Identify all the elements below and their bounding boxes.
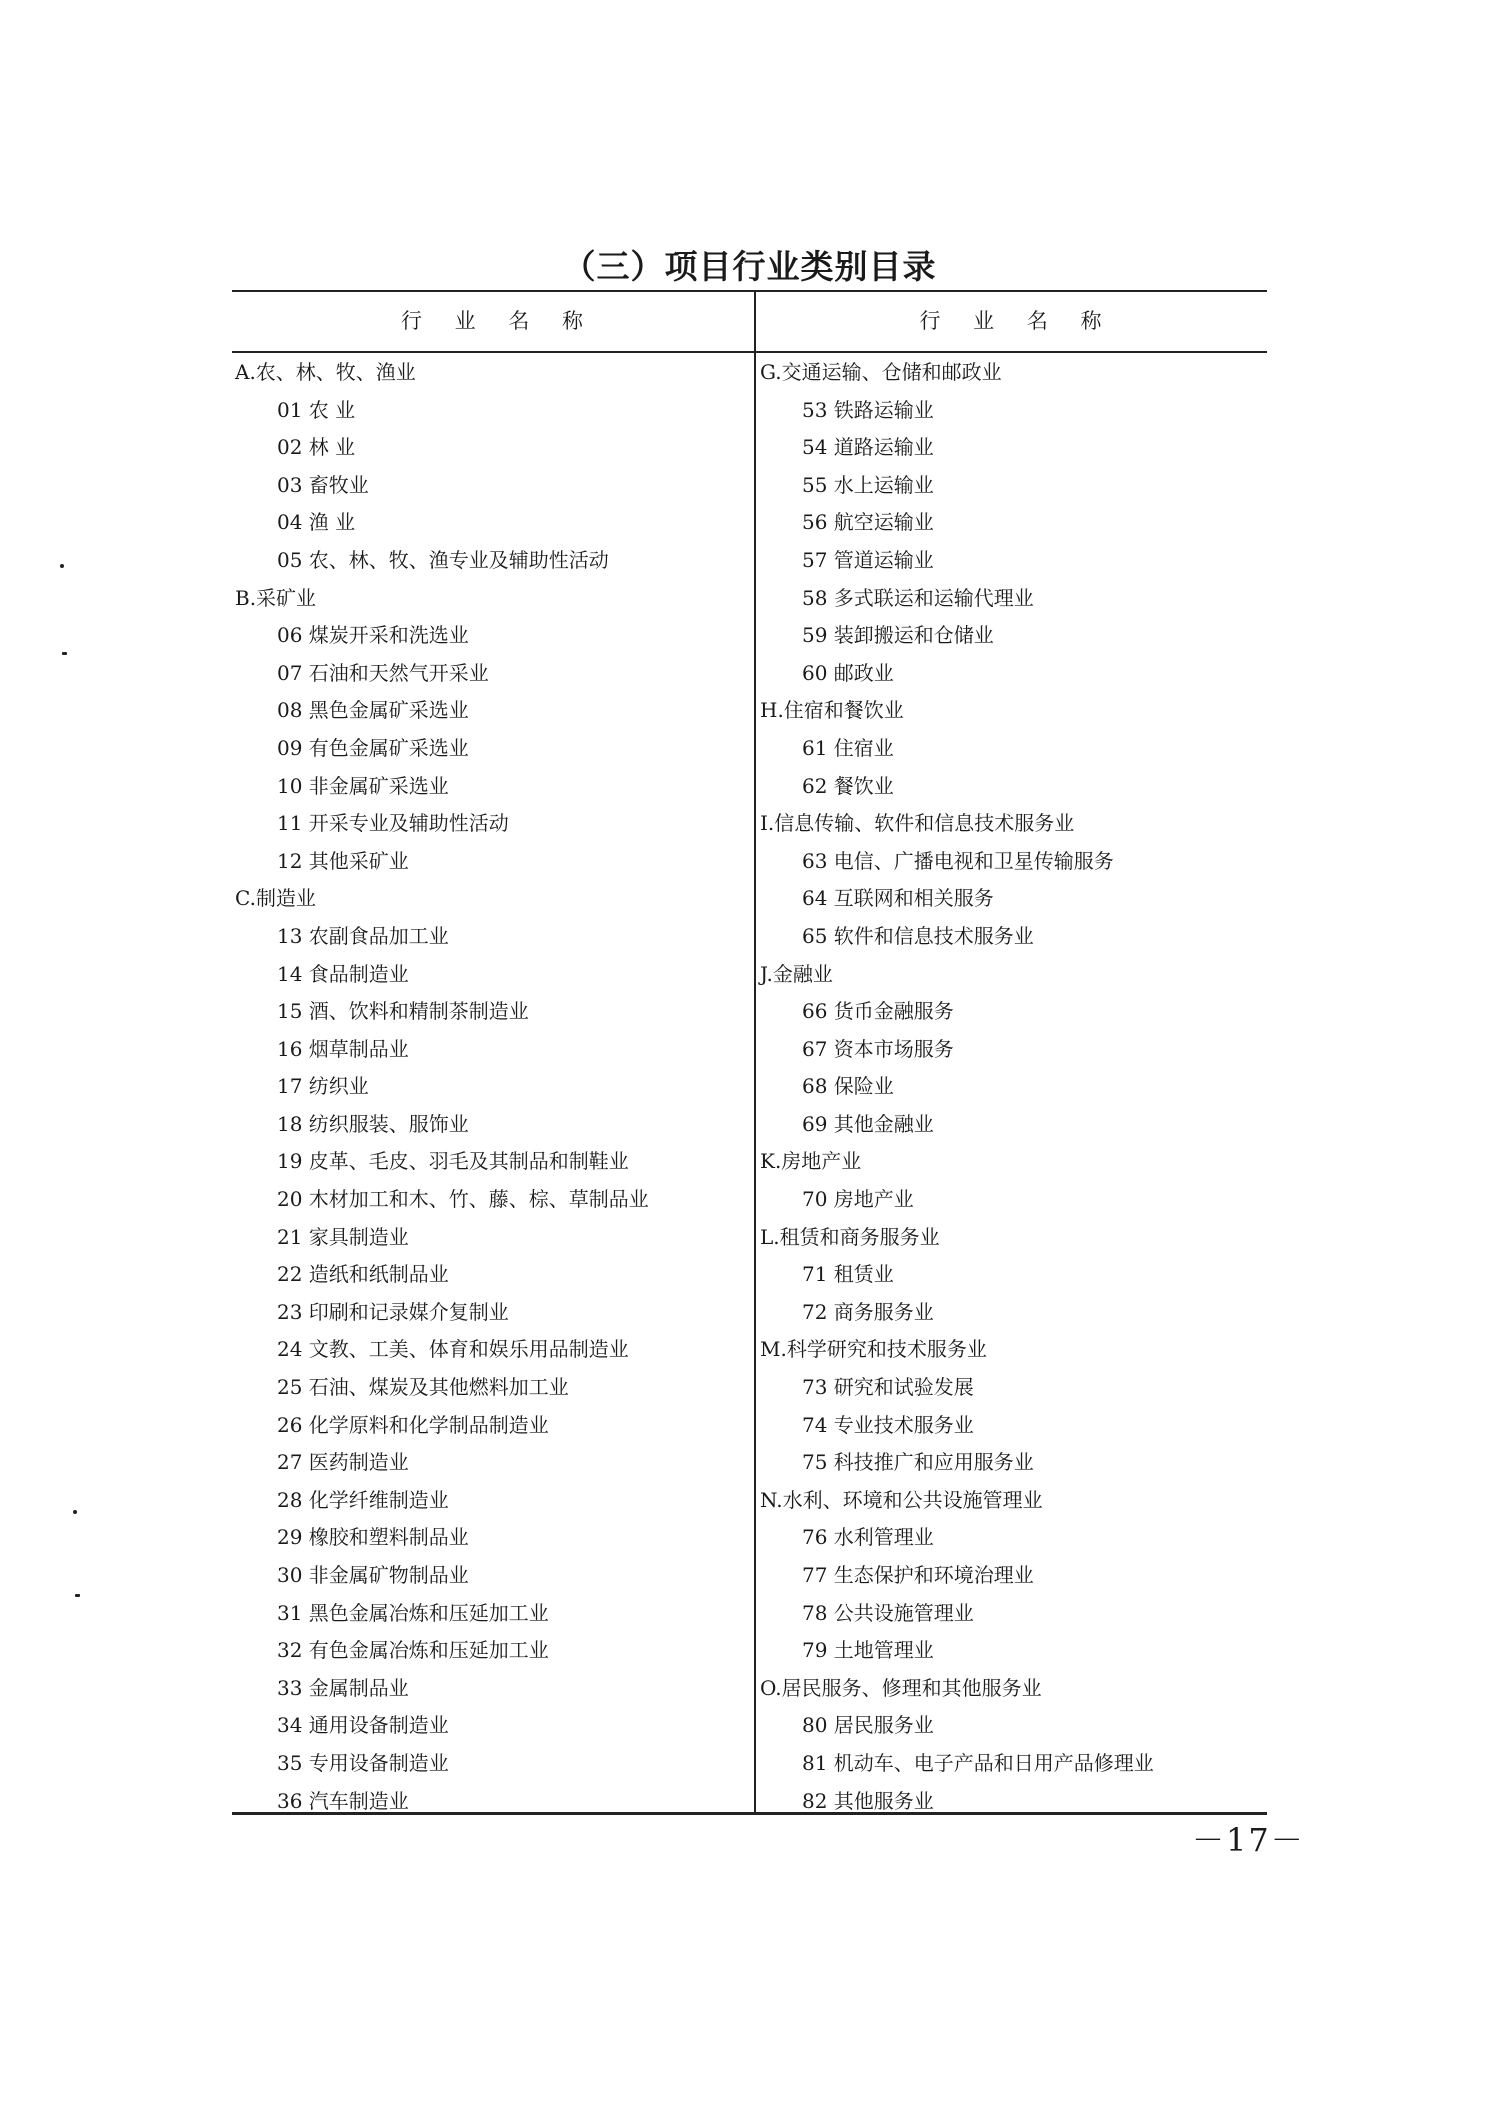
category-heading: K.房地产业 (760, 1149, 862, 1174)
industry-item: 68 保险业 (802, 1074, 894, 1099)
industry-item: 27 医药制造业 (277, 1450, 409, 1475)
industry-item: 28 化学纤维制造业 (277, 1487, 449, 1512)
industry-item: 74 专业技术服务业 (802, 1412, 974, 1437)
scan-mark (75, 1594, 80, 1597)
industry-item: 77 生态保护和环境治理业 (802, 1563, 1034, 1587)
industry-item: 09 有色金属矿采选业 (277, 735, 469, 760)
industry-item: 79 土地管理业 (802, 1638, 934, 1663)
industry-item: 05 农、林、牧、渔专业及辅助性活动 (277, 547, 609, 572)
category-heading: M.科学研究和技术服务业 (760, 1337, 987, 1362)
industry-item: 30 非金属矿物制品业 (277, 1563, 469, 1587)
industry-item: 69 其他金融业 (802, 1111, 934, 1136)
industry-item: 64 互联网和相关服务 (802, 886, 994, 911)
category-heading: N.水利、环境和公共设施管理业 (760, 1487, 1043, 1512)
industry-item: 17 纺织业 (277, 1074, 369, 1099)
industry-item: 67 资本市场服务 (802, 1036, 954, 1061)
category-heading: H.住宿和餐饮业 (760, 698, 904, 723)
industry-item: 55 水上运输业 (802, 472, 934, 497)
industry-item: 54 道路运输业 (802, 435, 934, 460)
page-title: （三）项目行业类别目录 (562, 247, 937, 286)
industry-item: 22 造纸和纸制品业 (277, 1262, 449, 1287)
industry-item: 56 航空运输业 (802, 510, 934, 535)
industry-item: 14 食品制造业 (277, 961, 409, 986)
industry-item: 81 机动车、电子产品和日用产品修理业 (802, 1750, 1154, 1775)
industry-item: 29 橡胶和塑料制品业 (277, 1525, 469, 1550)
category-heading: G.交通运输、仓储和邮政业 (760, 360, 1002, 384)
industry-item: 04 渔 业 (277, 510, 356, 535)
industry-item: 62 餐饮业 (802, 773, 894, 798)
industry-item: 03 畜牧业 (277, 472, 369, 497)
industry-item: 32 有色金属冶炼和压延加工业 (277, 1638, 549, 1663)
industry-item: 60 邮政业 (802, 660, 894, 685)
industry-item: 58 多式联运和运输代理业 (802, 585, 1034, 610)
industry-item: 75 科技推广和应用服务业 (802, 1450, 1034, 1475)
industry-item: 19 皮革、毛皮、羽毛及其制品和制鞋业 (277, 1149, 629, 1174)
page-number: －17－ (1192, 1821, 1305, 1859)
left-column-list (235, 354, 750, 1820)
industry-item: 06 煤炭开采和洗选业 (277, 623, 469, 648)
right-column-list (760, 354, 1265, 1820)
industry-item: 16 烟草制品业 (277, 1036, 409, 1061)
scan-mark (60, 564, 64, 568)
industry-item: 20 木材加工和木、竹、藤、棕、草制品业 (277, 1187, 649, 1212)
industry-item: 72 商务服务业 (802, 1299, 934, 1324)
industry-item: 13 农副食品加工业 (277, 923, 449, 948)
industry-item: 80 居民服务业 (802, 1713, 934, 1738)
category-heading: L.租赁和商务服务业 (760, 1224, 940, 1249)
category-heading: I.信息传输、软件和信息技术服务业 (760, 811, 1075, 836)
industry-item: 11 开采专业及辅助性活动 (277, 811, 509, 836)
industry-item: 63 电信、广播电视和卫星传输服务 (802, 848, 1114, 873)
left-column-header: 行 业 名 称 (400, 309, 586, 333)
industry-item: 65 软件和信息技术服务业 (802, 923, 1034, 948)
industry-item: 12 其他采矿业 (277, 848, 409, 873)
industry-item: 02 林 业 (277, 435, 356, 460)
industry-item: 76 水利管理业 (802, 1525, 934, 1550)
category-heading: B.采矿业 (235, 585, 317, 610)
industry-item: 53 铁路运输业 (802, 397, 934, 422)
industry-item: 59 装卸搬运和仓储业 (802, 623, 994, 648)
industry-item: 35 专用设备制造业 (277, 1750, 449, 1775)
scan-mark (73, 1510, 77, 1514)
industry-item: 57 管道运输业 (802, 547, 934, 572)
category-heading: O.居民服务、修理和其他服务业 (760, 1675, 1042, 1700)
industry-category-table (232, 290, 1267, 1815)
industry-item: 61 住宿业 (802, 735, 894, 760)
category-heading: J.金融业 (760, 961, 833, 986)
industry-item: 66 货币金融服务 (802, 999, 954, 1024)
industry-item: 07 石油和天然气开采业 (277, 660, 489, 685)
industry-item: 15 酒、饮料和精制茶制造业 (277, 999, 529, 1024)
header-divider (232, 351, 1267, 353)
category-heading: A.农、林、牧、渔业 (235, 360, 416, 384)
industry-item: 25 石油、煤炭及其他燃料加工业 (277, 1375, 569, 1400)
industry-item: 10 非金属矿采选业 (277, 773, 449, 798)
industry-item: 24 文教、工美、体育和娱乐用品制造业 (277, 1337, 629, 1362)
industry-item: 78 公共设施管理业 (802, 1600, 974, 1625)
industry-item: 36 汽车制造业 (277, 1788, 409, 1813)
industry-item: 71 租赁业 (802, 1262, 894, 1287)
industry-item: 21 家具制造业 (277, 1224, 409, 1249)
industry-item: 33 金属制品业 (277, 1675, 409, 1700)
industry-item: 26 化学原料和化学制品制造业 (277, 1412, 549, 1437)
industry-item: 31 黑色金属冶炼和压延加工业 (277, 1600, 549, 1625)
industry-item: 82 其他服务业 (802, 1788, 934, 1813)
industry-item: 08 黑色金属矿采选业 (277, 698, 469, 723)
industry-item: 23 印刷和记录媒介复制业 (277, 1299, 509, 1324)
scan-mark (62, 652, 67, 655)
column-divider (754, 292, 756, 1812)
industry-item: 18 纺织服装、服饰业 (277, 1111, 469, 1136)
industry-item: 34 通用设备制造业 (277, 1713, 449, 1738)
industry-item: 70 房地产业 (802, 1187, 914, 1212)
right-column-header: 行 业 名 称 (919, 309, 1104, 333)
industry-item: 73 研究和试验发展 (802, 1375, 974, 1400)
industry-item: 01 农 业 (277, 397, 356, 422)
category-heading: C.制造业 (235, 886, 316, 911)
